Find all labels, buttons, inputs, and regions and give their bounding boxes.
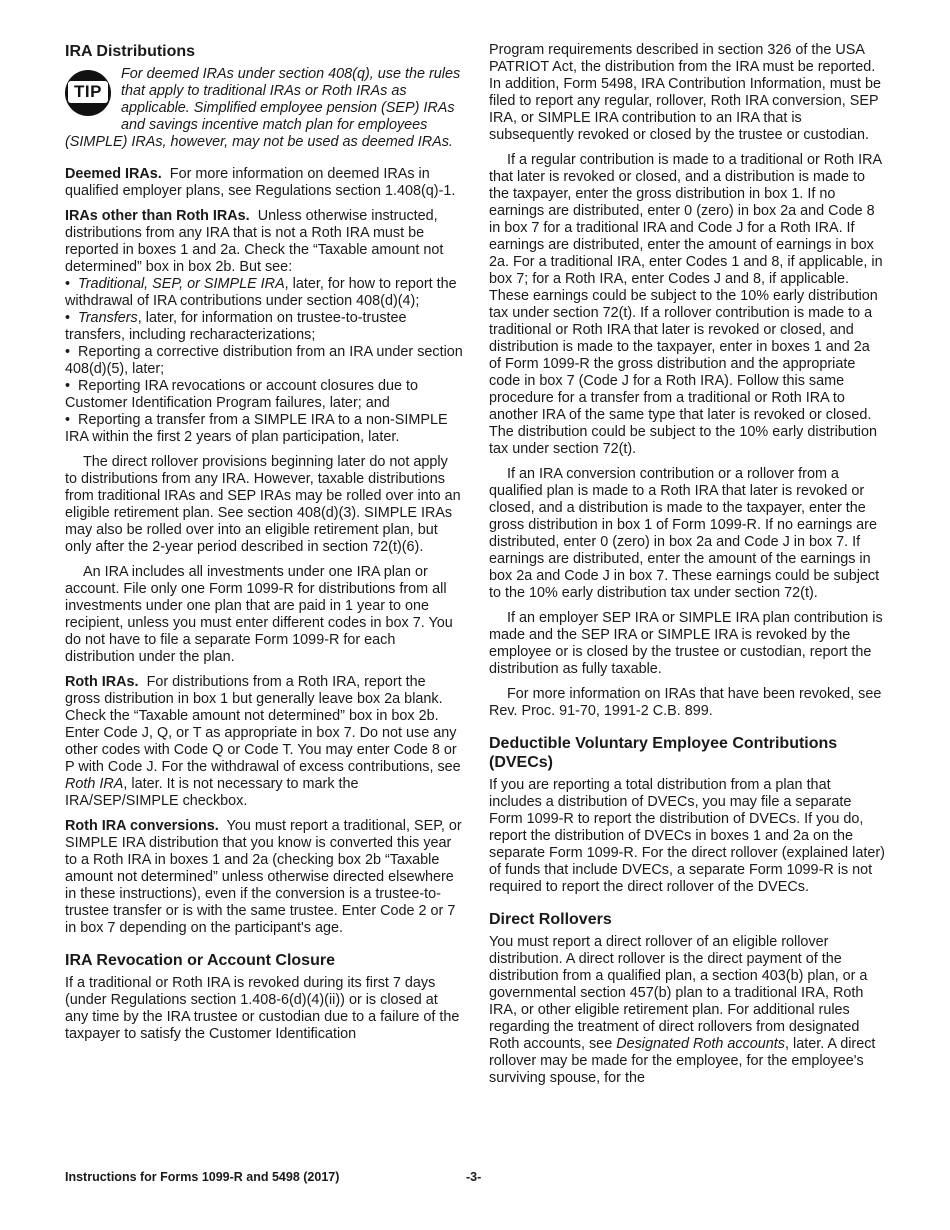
dvec-paragraph: If you are reporting a total distribution from a plan that includes a distribution of DVECs, you may file a separate Form 1099-R to report the distribution of DVECs. If you do, report the distribution of DVECs in boxes 1 and 2a on the separate Form 1099-R. For the direct rollover (explained later) of funds that include DVECs, a separate Form 1099-R is not required to report the direct rollover of the DVECs. xyxy=(489,777,885,895)
deemed-iras-paragraph xyxy=(65,166,463,200)
bullet-item: • Reporting IRA revocations or account closures due to Customer Identification Program failures, later; and xyxy=(65,378,419,411)
heading-dvec: Deductible Voluntary Employee Contributions (DVECs) xyxy=(489,735,838,771)
deemed-iras-text: For more information on deemed IRAs in qualified employer plans, see Regulations section 1.408(q)-1. xyxy=(65,166,456,199)
bullet-item: • Traditional, SEP, or SIMPLE IRA, later, for how to report the withdrawal of IRA contributions under section 408(d)(4); xyxy=(65,276,457,309)
revocation-continued-paragraph: Program requirements described in section 326 of the USA PATRIOT Act, the distribution from the IRA must be reported. In addition, Form 5498, IRA Contribution Information, must be filed to report any regular, rollover, Roth IRA conversion, SEP IRA, or SIMPLE IRA contribution to an IRA that is subsequently revoked or closed by the trustee or custodian. xyxy=(489,42,881,143)
bullet-link-transfers: Transfers xyxy=(78,310,138,326)
more-info-paragraph: For more information on IRAs that have been revoked, see Rev. Proc. 91-70, 1991-2 C.B. 899. xyxy=(489,686,882,719)
roth-iras-heading: Roth IRAs. xyxy=(65,674,139,690)
roth-ira-reference: Roth IRA xyxy=(65,776,124,792)
direct-rollovers-paragraph: You must report a direct rollover of an eligible rollover distribution. A direct rollover is the direct payment of the distribution from a qualified plan, a section 403(b) plan, or a governmental section 457(b) plan to a traditional IRA, Roth IRA, or other eligible retirement plan. For additional rules regarding the treatment of direct rollovers from designated Roth accounts, see Designated Roth accounts, later. A direct rollover may be made for the employee, for the employee's surviving spouse, for the xyxy=(489,934,876,1086)
regular-contribution-paragraph: If a regular contribution is made to a traditional or Roth IRA that later is revoked or closed, and a distribution is made to the taxpayer, enter the gross distribution in box 1. If no earnings are distributed, enter 0 (zero) in box 2a and Code 8 in box 7 for a traditional IRA and Code J for a Roth IRA. If earnings are distributed, enter the amount of earnings in box 2a. For a traditional IRA, enter Codes 1 and 8, if applicable, in box 7; for a Roth IRA, enter Codes J and 8, if applicable. These earnings could be subject to the 10% early distribution tax under section 72(t). If a rollover contribution is made to a traditional or Roth IRA that later is revoked or closed, and distribution is made to the taxpayer, enter in boxes 1 and 2a of Form 1099-R the gross distribution and the appropriate code in box 7 (Code J for a Roth IRA). Follow this same procedure for a transfer from a traditional or Roth IRA to another IRA of the same type that later is revoked or closed. The distribution could be subject to the 10% early distribution tax under section 72(t). xyxy=(489,152,883,457)
left-column xyxy=(65,42,463,1051)
footer-title: Instructions for Forms 1099-R and 5498 (2017) xyxy=(65,1170,340,1184)
employer-sep-paragraph: If an employer SEP IRA or SIMPLE IRA plan contribution is made and the SEP IRA or SIMPLE IRA is revoked by the employee or is closed by the trustee or custodian, report the distribution as fully taxable. xyxy=(489,610,883,677)
bullet-item: • Reporting a transfer from a SIMPLE IRA to a non-SIMPLE IRA within the first 2 years of plan participation, later. xyxy=(65,412,448,445)
ira-includes-paragraph: An IRA includes all investments under one IRA plan or account. File only one Form 1099-R for distributions from all investments under one plan that are paid in 1 year to one recipient, unless you must enter different codes in box 7. You do not have to file a separate Form 1099-R for each distribution under the plan. xyxy=(65,564,453,665)
roth-conversions-heading: Roth IRA conversions. xyxy=(65,818,219,834)
roth-conversions-paragraph: Roth IRA conversions. You must report a traditional, SEP, or SIMPLE IRA distribution that you know is converted this year to a Roth IRA in boxes 1 and 2a (checking box 2b “Taxable amount not determined” unless otherwise directed elsewhere in these instructions), even if the conversion is a trustee-to-trustee transfer or is with the same trustee. Enter Code 2 or 7 in box 7 depending on the participant's age. xyxy=(65,818,462,936)
other-iras-paragraph xyxy=(65,208,463,276)
deemed-iras-heading: Deemed IRAs. xyxy=(65,166,162,182)
tip-label: TIP xyxy=(68,81,108,103)
tip-icon xyxy=(65,70,117,116)
bullet-item: • Transfers, later, for information on trustee-to-trustee transfers, including recharacterizations; xyxy=(65,310,407,343)
tip-box xyxy=(65,66,463,151)
bullet-link-traditional: Traditional, SEP, or SIMPLE IRA xyxy=(78,276,285,292)
designated-roth-reference: Designated Roth accounts xyxy=(616,1036,785,1052)
tip-text: For deemed IRAs under section 408(q), use the rules that apply to traditional IRAs or Roth IRAs as applicable. Simplified employee pension (SEP) IRAs and savings incentive match plan for employees (SIMPLE) IRAs, however, may not be used as deemed IRAs. xyxy=(65,66,461,150)
heading-direct-rollovers: Direct Rollovers xyxy=(489,911,612,928)
heading-ira-revocation: IRA Revocation or Account Closure xyxy=(65,952,335,969)
right-column xyxy=(489,42,885,1095)
conversion-revoked-paragraph: If an IRA conversion contribution or a rollover from a qualified plan is made to a Roth IRA that later is revoked or closed, and a distribution is made to the taxpayer, enter the gross distribution in box 1 of Form 1099-R. If no earnings are distributed, enter 0 (zero) in box 2a and Code J in box 7. If earnings are distributed, enter the amount of the earnings in box 2a and Code J in box 7. These earnings could be subject to the 10% early distribution tax under section 72(t). xyxy=(489,466,880,601)
bullet-item: • Reporting a corrective distribution from an IRA under section 408(d)(5), later; xyxy=(65,344,463,377)
revocation-paragraph: If a traditional or Roth IRA is revoked during its first 7 days (under Regulations section 1.408-6(d)(4)(ii)) or is closed at any time by the IRA trustee or custodian due to a failure of the taxpayer to satisfy the Customer Identification xyxy=(65,975,460,1042)
other-iras-text: Unless otherwise instructed, distributions from any IRA that is not a Roth IRA must be reported in boxes 1 and 2a. Check the “Taxable amount not determined” box in box 2b. But see: xyxy=(65,208,444,275)
direct-rollover-ira-paragraph: The direct rollover provisions beginning later do not apply to distributions from any IRA. However, taxable distributions from traditional IRAs and SEP IRAs may be rolled over into an eligible retirement plan. See section 408(d)(3). SIMPLE IRAs may also be rolled over into an eligible retirement plan, but only after the 2-year period described in section 72(t)(6). xyxy=(65,454,461,555)
page-number: -3- xyxy=(466,1170,482,1184)
other-iras-heading: IRAs other than Roth IRAs. xyxy=(65,208,250,224)
roth-iras-paragraph: Roth IRAs. For distributions from a Roth IRA, report the gross distribution in box 1 but generally leave box 2a blank. Check the “Taxable amount not determined” box in box 2b. Enter Code J, Q, or T as appropriate in box 7. Do not use any other codes with Code Q or Code T. You may enter Code 8 or P with Code J. For the withdrawal of excess contributions, see Roth IRA, later. It is not necessary to mark the IRA/SEP/SIMPLE checkbox. xyxy=(65,674,461,809)
heading-ira-distributions: IRA Distributions xyxy=(65,43,196,60)
